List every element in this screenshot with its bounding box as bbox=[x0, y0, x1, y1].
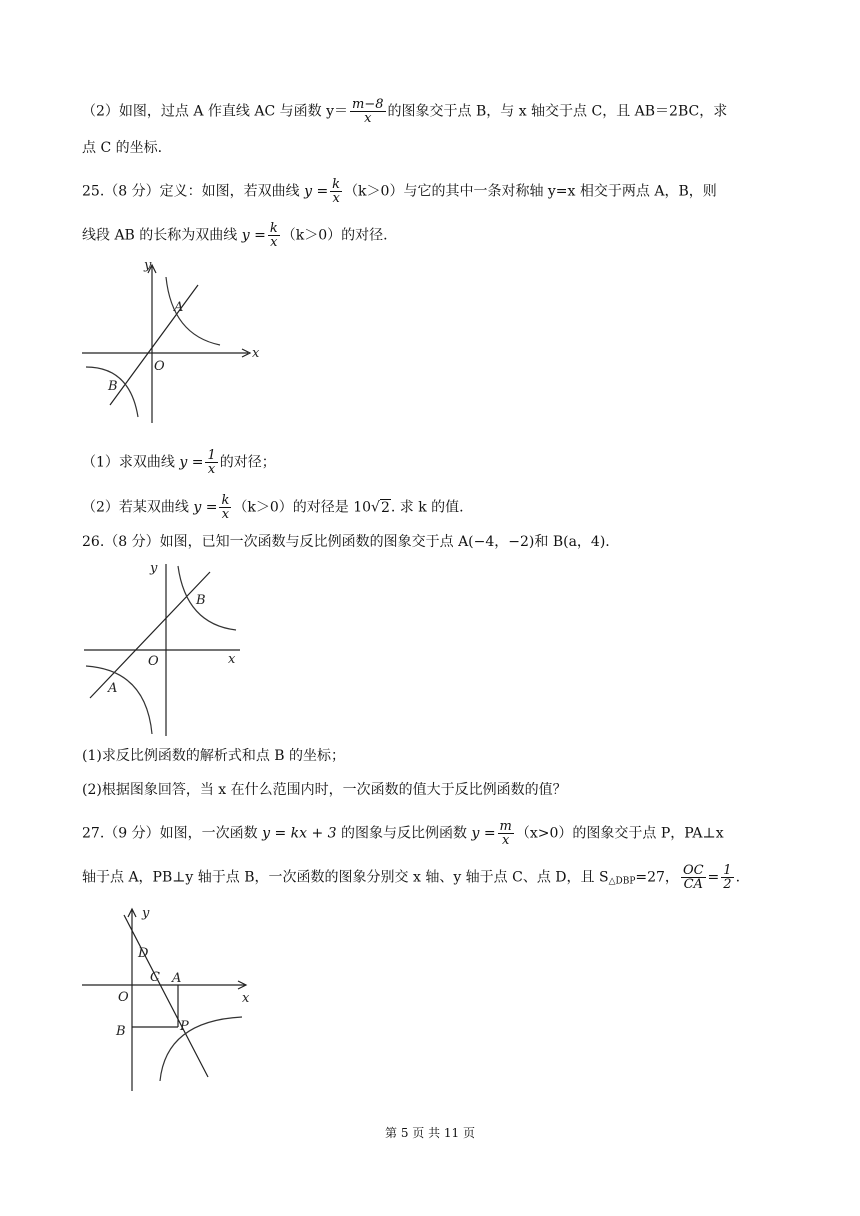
point-b-label: B bbox=[196, 593, 206, 608]
point-c-label: C bbox=[150, 970, 160, 985]
point-d-label: D bbox=[138, 946, 149, 961]
y-axis-label: y bbox=[150, 561, 158, 576]
x-axis-label: x bbox=[242, 991, 250, 1006]
q24-part2-line2: 点 C 的坐标. bbox=[82, 140, 163, 156]
origin-label: O bbox=[148, 654, 159, 669]
q27-line2: 轴于点 A，PB⊥y 轴于点 B，一次函数的图象分别交 x 轴、y 轴于点 C、点 D，且 $S_{\triangle DBP}=27$， $\frac{OC}{CA}$ = $\frac{1}{2}$ . bbox=[82, 863, 741, 892]
q26-line1: 26.（8 分）如图，已知一次函数与反比例函数的图象交于点 A(−4，−2)和 B(a，4). bbox=[82, 534, 610, 550]
q25-line2: 线段 AB 的长称为双曲线 y = $\frac{k}{x}$ （k＞0）的对径. bbox=[82, 221, 388, 250]
q25-sub2: （2）若某双曲线 y = $\frac{k}{x}$ （k＞0）的对径是 10√2. 求 k 的值. bbox=[82, 493, 464, 522]
point-a-label: A bbox=[174, 300, 184, 315]
page-footer: 第 5 页 共 11 页 bbox=[385, 1126, 475, 1140]
point-a-label: A bbox=[108, 681, 118, 696]
y-axis-label: y bbox=[144, 258, 152, 273]
q25-sub1: （1）求双曲线 y = $\frac{1}{x}$ 的对径； bbox=[82, 448, 276, 477]
point-b-label: B bbox=[108, 379, 118, 394]
q25-figure bbox=[80, 255, 280, 425]
q26-sub1: (1)求反比例函数的解析式和点 B 的坐标； bbox=[82, 748, 346, 764]
fraction: $\frac{m-8}{x}$ bbox=[352, 97, 384, 126]
q24-part2-line1: （2）如图，过点 A 作直线 AC 与函数 y＝ $\frac{m-8}{x}$ 的图象交于点 B，与 x 轴交于点 C，且 AB＝2BC，求 bbox=[82, 97, 728, 126]
x-axis-label: x bbox=[228, 652, 236, 667]
q25-line1: 25.（8 分）定义：如图，若双曲线 y = $\frac{k}{x}$ （k＞0）与它的其中一条对称轴 y=x 相交于两点 A，B，则 bbox=[82, 177, 717, 206]
q26-sub2: (2)根据图象回答，当 x 在什么范围内时，一次函数的值大于反比例函数的值？ bbox=[82, 782, 567, 798]
point-b-label: B bbox=[116, 1024, 126, 1039]
x-axis-label: x bbox=[252, 346, 260, 361]
point-a-label: A bbox=[172, 971, 182, 986]
y-axis-label: y bbox=[142, 906, 150, 921]
q27-figure bbox=[80, 905, 260, 1095]
q26-figure bbox=[80, 558, 260, 738]
origin-label: O bbox=[154, 359, 165, 374]
q27-line1: 27.（9 分）如图，一次函数 y = kx + 3 的图象与反比例函数 y = $\frac{m}{x}$ （x>0）的图象交于点 P，PA⊥x bbox=[82, 819, 724, 848]
origin-label: O bbox=[118, 990, 129, 1005]
point-p-label: P bbox=[180, 1019, 189, 1034]
